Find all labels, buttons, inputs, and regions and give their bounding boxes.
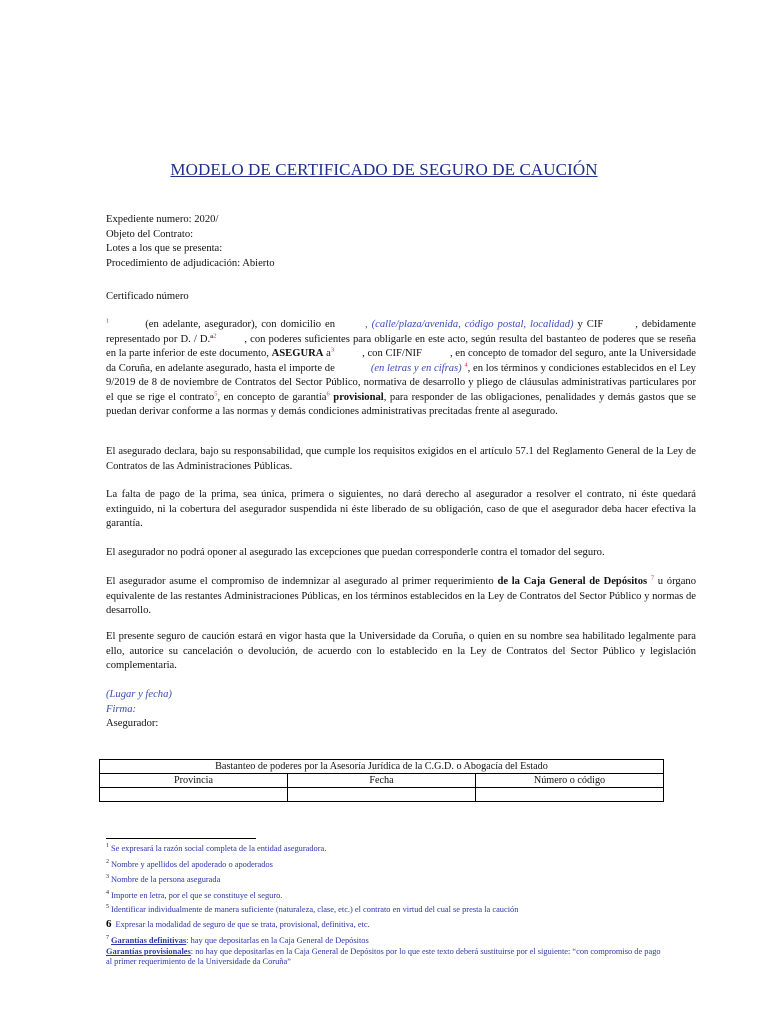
- firma-label: Firma:: [106, 703, 137, 715]
- paragraph-excepciones: El asegurador no podrá oponer al asegurado las excepciones que puedan corresponderle contra el tomador del seguro.: [106, 547, 605, 558]
- paragraph-falta-pago: La falta de pago de la prima, sea única, primera o siguientes, no dará derecho al asegurador a resolver el contrato, ni éste quedará extinguido, ni la cobertura del asegurador suspendida ni éste liberado de su obligación, caso de que el asegurador deba hacer efectiva la garantía.: [106, 489, 696, 529]
- document-title: MODELO DE CERTIFICADO DE SEGURO DE CAUCIÓN: [170, 160, 598, 179]
- cell-provincia-value[interactable]: [100, 788, 288, 802]
- footnote-7: $^7$ Garantías definitivas: hay que depositarlas en la Caja General de Depósitos Garantías provisionales: no hay que depositarlas en la Caja General de Depósitos por lo que este texto deberá sustituirse por el siguiente: “con compromiso de pago al primer requerimiento de la Universidade da Coruña”: [106, 935, 661, 966]
- paragraph-declaracion: El asegurado declara, bajo su responsabilidad, que cumple los requisitos exigidos en el artículo 57.1 del Reglamento General de la Ley de Contratos de las Administraciones Públicas.: [106, 446, 696, 472]
- paragraph-asegurador: $^1$ (en adelante, asegurador), con domicilio en , (calle/plaza/avenida, código postal, localidad) y CIF , debidamente representado por D. / D.ª$^2$ , con poderes suficientes para obligarle en este acto, según resulta del bastanteo de poderes que se reseña en la parte inferior de este documento, ASEGURA $a^3$ , con CIF/NIF , en concepto de tomador del seguro, ante la Universidade da Coruña, en adelante asegurado, hasta el importe de (en letras y en cifras) $^4$, en los términos y condiciones establecidos en el Ley 9/2019 de 8 de noviembre de Contratos del Sector Público, normativa de desarrollo y pliego de cláusulas administrativas particulares por el que se rige el contrato$^5$, en concepto de garantía$^6$ provisional, para responder de las obligaciones, penalidades y demás gastos que se puedan derivar conforme a las normas y demás condiciones administrativas precitadas frente al asegurado.: [106, 317, 697, 417]
- paragraph-vigencia: El presente seguro de caución estará en vigor hasta que la Universidade da Coruña, o quien en su nombre sea habilitado legalmente para ello, autorice su cancelación o devolución, de acuerdo con lo establecido en la Ley de Contratos del Sector Público y legislación complementaria.: [106, 631, 696, 671]
- footnote-5: $^5$ Identificar individualmente de manera suficiente (naturaleza, clase, etc.) el contrato en virtud del cual se presta la caución: [106, 904, 519, 914]
- footnote-ref-1: 1: [106, 317, 110, 325]
- footnote-ref-4: 4: [464, 360, 468, 368]
- bastanteo-table: [99, 759, 664, 802]
- field-objeto: Objeto del Contrato:: [106, 228, 194, 240]
- footnote-6: 6 Expresar la modalidad de seguro de que se trata, provisional, definitiva, etc.: [106, 918, 370, 930]
- column-numero: Número o código: [476, 774, 664, 788]
- field-procedimiento: Procedimiento de adjudicación: Abierto: [106, 257, 275, 269]
- footnote-ref-2: 2: [213, 331, 217, 339]
- footnote-ref-7: 7: [650, 574, 655, 582]
- footnote-ref-3: 3: [330, 346, 335, 354]
- field-expediente: Expediente numero: 2020/: [106, 214, 219, 225]
- asegura-keyword: ASEGURA: [271, 348, 324, 359]
- header-fields: [106, 213, 696, 271]
- cell-fecha-value[interactable]: [288, 788, 476, 802]
- footnote-divider: [106, 838, 256, 839]
- column-provincia: Provincia: [100, 774, 288, 788]
- column-fecha: Fecha: [288, 774, 476, 788]
- field-lotes: Lotes a los que se presenta:: [106, 243, 223, 254]
- footnote-1: $^1$ Se expresará la razón social completa de la entidad aseguradora.: [106, 843, 327, 853]
- bastanteo-header: Bastanteo de poderes por la Asesoría Jurídica de la C.G.D. o Abogacía del Estado: [100, 760, 664, 774]
- cell-numero-value[interactable]: [476, 788, 664, 802]
- paragraph-compromiso: El asegurador asume el compromiso de indemnizar al asegurado al primer requerimiento de la Caja General de Depósitos $^7$ u órgano equivalente de las restantes Administraciones Públicas, en los términos establecidos en la Ley de Contratos del Sector Público y normas de desarrollo.: [106, 574, 697, 616]
- lugar-fecha: (Lugar y fecha): [106, 689, 172, 700]
- footnote-2: $^2$ Nombre y apellidos del apoderado o apoderados: [106, 859, 273, 869]
- footnote-ref-6: 6: [326, 389, 330, 397]
- footnote-3: $^3$ Nombre de la persona asegurada: [106, 874, 221, 884]
- certificado-numero: Certificado número: [106, 291, 189, 302]
- footnote-4: $^4$ Importe en letra, por el que se constituye el seguro.: [106, 890, 283, 900]
- asegurador-label: Asegurador:: [106, 718, 159, 729]
- signature-block: [106, 688, 696, 732]
- provisional-keyword: provisional: [333, 391, 384, 403]
- footnote-ref-5: 5: [214, 389, 218, 397]
